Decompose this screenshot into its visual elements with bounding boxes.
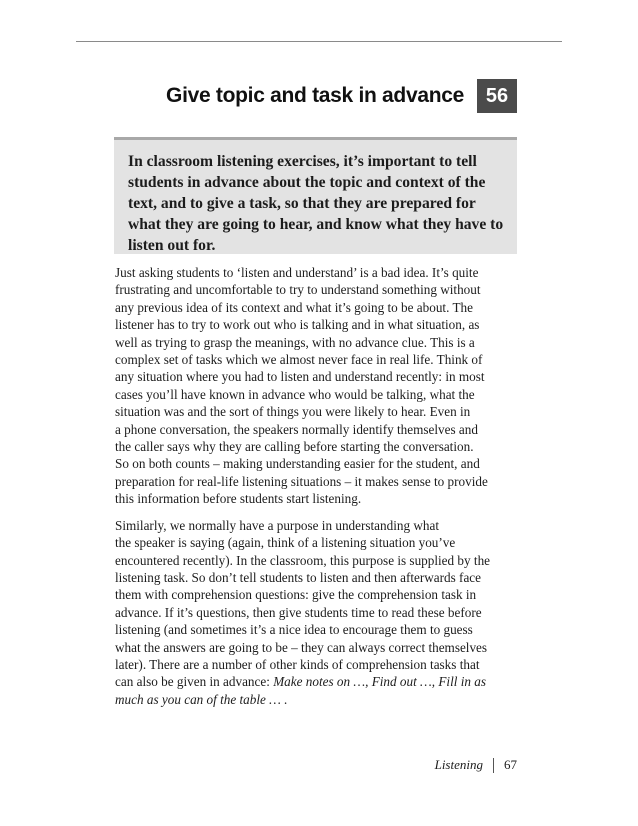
paragraph-2 (115, 517, 517, 708)
paragraph-line-prefix: can also be given in advance: (115, 674, 274, 690)
example-tasks-italic: much as you can of the table … . (115, 691, 288, 707)
unit-number-badge: 56 (477, 79, 517, 113)
paragraph-line: the caller says why they are calling before starting the conversation. (115, 439, 474, 455)
summary-box (114, 137, 517, 254)
paragraph-line: frustrating and uncomfortable to try to understand something without (115, 282, 481, 298)
page-title: Give topic and task in advance (166, 84, 464, 107)
body-text (115, 264, 517, 708)
paragraph-line: listening (and sometimes it’s a nice idea to encourage them to guess (115, 622, 473, 638)
paragraph-line: listener has to try to work out who is talking and in what situation, as (115, 317, 480, 333)
unit-header (166, 79, 517, 113)
paragraph-line: the speaker is saying (again, think of a listening situation you’ve (115, 535, 456, 551)
paragraph-line: any previous idea of its context and what it’s going to be about. The (115, 299, 473, 315)
paragraph-line: any situation where you had to listen and understand recently: in most (115, 369, 485, 385)
paragraph-line: this information before students start listening. (115, 491, 362, 507)
paragraph-line: cases you’ll have known in advance who would be talking, what the (115, 386, 475, 402)
header-rule (76, 41, 562, 42)
paragraph-line: Just asking students to ‘listen and understand’ is a bad idea. It’s quite (115, 265, 479, 280)
footer-section-title: Listening (434, 757, 483, 772)
paragraph-line: a phone conversation, the speakers normally identify themselves and (115, 421, 478, 437)
paragraph-line: them with comprehension questions: give the comprehension task in (115, 587, 477, 603)
page-number: 67 (504, 757, 517, 772)
paragraph-line (115, 691, 517, 708)
summary-text: In classroom listening exercises, it’s important to tell students in advance about the topic and context of the text, and to give a task, so that they are prepared for what they are going to hear, and know what they have to listen out for. (128, 153, 504, 254)
page-footer (435, 757, 517, 773)
paragraph-line: later). There are a number of other kinds of comprehension tasks that (115, 656, 480, 672)
paragraph-line: situation was and the sort of things you were likely to hear. Even in (115, 404, 471, 420)
paragraph-line: Similarly, we normally have a purpose in understanding what (115, 517, 439, 533)
paragraph-line: listening task. So don’t tell students to listen and then afterwards face (115, 569, 481, 585)
paragraph-line: advance. If it’s questions, then give students time to read these before (115, 604, 482, 620)
paragraph-line: encountered recently). In the classroom, this purpose is supplied by the (115, 552, 491, 568)
paragraph-line: preparation for real-life listening situations – it makes sense to provide (115, 473, 488, 489)
footer-divider (493, 758, 494, 773)
paragraph-line: what the answers are going to be – they can always correct themselves (115, 639, 488, 655)
example-tasks-italic: Make notes on …, Find out …, Fill in as (273, 674, 487, 690)
paragraph-line: well as trying to grasp the meanings, with no advance clue. This is a (115, 334, 475, 350)
paragraph-1 (115, 264, 517, 508)
paragraph-line (115, 673, 517, 690)
paragraph-line: complex set of tasks which we almost never face in real life. Think of (115, 352, 483, 368)
paragraph-line: So on both counts – making understanding easier for the student, and (115, 456, 480, 472)
